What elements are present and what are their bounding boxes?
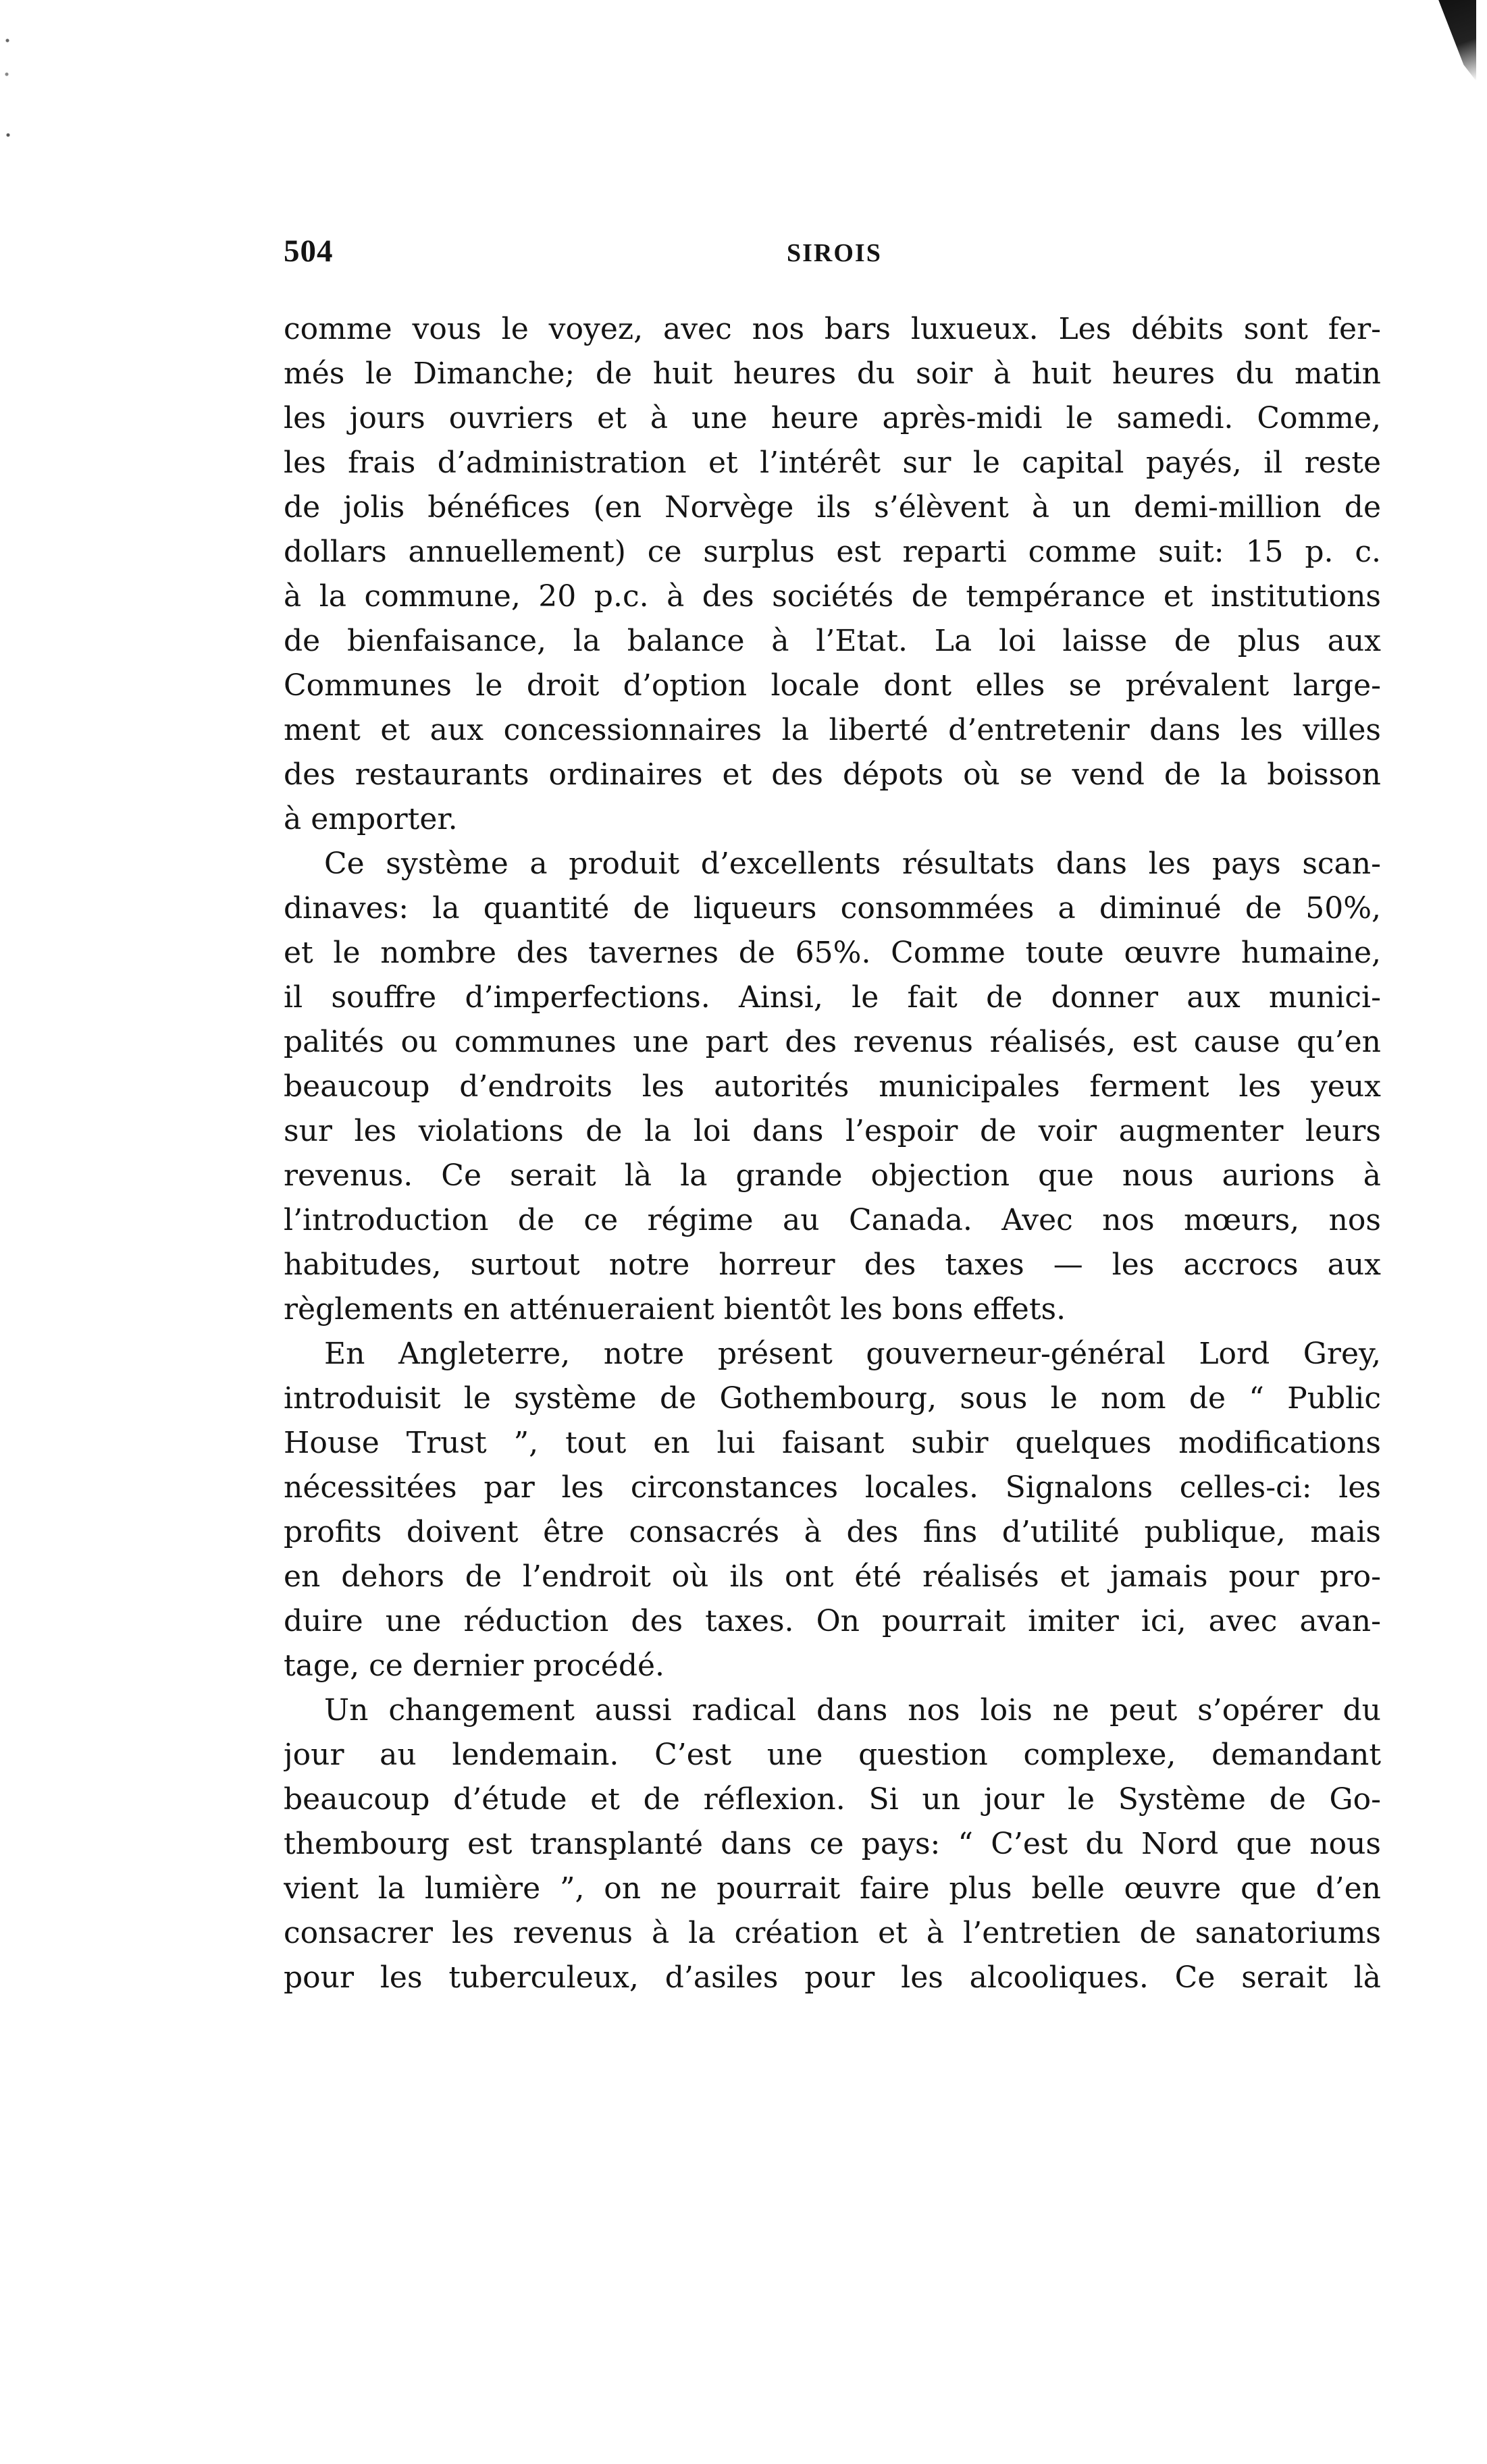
text-line: palités ou communes une part des revenus réalisés, est cause qu’en — [284, 1025, 1381, 1059]
text-line: règlements en atténueraient bientôt les bons effets. — [284, 1292, 1066, 1327]
page-header — [284, 233, 1384, 280]
text-line: En Angleterre, notre présent gouverneur-général Lord Grey, — [324, 1337, 1381, 1371]
text-line: de jolis bénéfices (en Norvège ils s’élèvent à un demi-million de — [284, 490, 1381, 525]
scan-edge-specks — [4, 27, 11, 162]
text-line: en dehors de l’endroit où ils ont été réalisés et jamais pour pro- — [284, 1559, 1381, 1594]
running-head: SIROIS — [787, 239, 882, 267]
text-line: House Trust ”, tout en lui faisant subir quelques modifications — [284, 1426, 1381, 1460]
text-line: profits doivent être consacrés à des fins d’utilité publique, mais — [284, 1515, 1381, 1549]
text-line: jour au lendemain. C’est une question complexe, demandant — [284, 1738, 1381, 1772]
text-line: beaucoup d’étude et de réflexion. Si un jour le Système de Go- — [284, 1782, 1381, 1817]
page-number: 504 — [284, 234, 334, 269]
text-line: pour les tuberculeux, d’asiles pour les alcooliques. Ce serait là — [284, 1960, 1381, 1995]
text-line: et le nombre des tavernes de 65%. Comme toute œuvre humaine, — [284, 936, 1381, 970]
scan-corner-blot — [1434, 0, 1476, 81]
text-line: consacrer les revenus à la création et à l’entretien de sanatoriums — [284, 1916, 1381, 1950]
text-line: dollars annuellement) ce surplus est reparti comme suit: 15 p. c. — [284, 535, 1381, 569]
text-line: à la commune, 20 p.c. à des sociétés de tempérance et institutions — [284, 579, 1381, 614]
text-line: Communes le droit d’option locale dont elles se prévalent large- — [284, 668, 1381, 703]
text-line: introduisit le système de Gothembourg, sous le nom de “ Public — [284, 1381, 1381, 1416]
text-line: les frais d’administration et l’intérêt sur le capital payés, il reste — [284, 446, 1381, 480]
text-line: Un changement aussi radical dans nos lois ne peut s’opérer du — [324, 1693, 1381, 1728]
text-line: més le Dimanche; de huit heures du soir à huit heures du matin — [284, 356, 1381, 391]
text-line: sur les violations de la loi dans l’espoir de voir augmenter leurs — [284, 1114, 1381, 1148]
text-line: thembourg est transplanté dans ce pays: “ C’est du Nord que nous — [284, 1827, 1381, 1861]
text-line: des restaurants ordinaires et des dépots où se vend de la boisson — [284, 757, 1381, 792]
body-text — [284, 307, 1381, 2000]
text-line: beaucoup d’endroits les autorités municipales ferment les yeux — [284, 1069, 1381, 1104]
text-line: comme vous le voyez, avec nos bars luxueux. Les débits sont fer- — [284, 312, 1381, 346]
text-line: Ce système a produit d’excellents résultats dans les pays scan- — [324, 847, 1381, 881]
text-line: nécessitées par les circonstances locales. Signalons celles-ci: les — [284, 1470, 1381, 1505]
text-line: revenus. Ce serait là la grande objection que nous aurions à — [284, 1158, 1381, 1193]
text-line: vient la lumière ”, on ne pourrait faire plus belle œuvre que d’en — [284, 1871, 1381, 1906]
text-line: de bienfaisance, la balance à l’Etat. La loi laisse de plus aux — [284, 624, 1381, 658]
text-line: l’introduction de ce régime au Canada. Avec nos mœurs, nos — [284, 1203, 1381, 1237]
text-line: ment et aux concessionnaires la liberté d’entretenir dans les villes — [284, 713, 1381, 747]
text-line: duire une réduction des taxes. On pourrait imiter ici, avec avan- — [284, 1604, 1381, 1638]
text-line: les jours ouvriers et à une heure après-midi le samedi. Comme, — [284, 401, 1381, 435]
text-line: dinaves: la quantité de liqueurs consommées a diminué de 50%, — [284, 891, 1381, 926]
text-line: à emporter. — [284, 802, 458, 836]
text-line: habitudes, surtout notre horreur des taxes — les accrocs aux — [284, 1248, 1381, 1282]
text-line: tage, ce dernier procédé. — [284, 1649, 665, 1683]
text-line: il souffre d’imperfections. Ainsi, le fait de donner aux munici- — [284, 980, 1381, 1015]
